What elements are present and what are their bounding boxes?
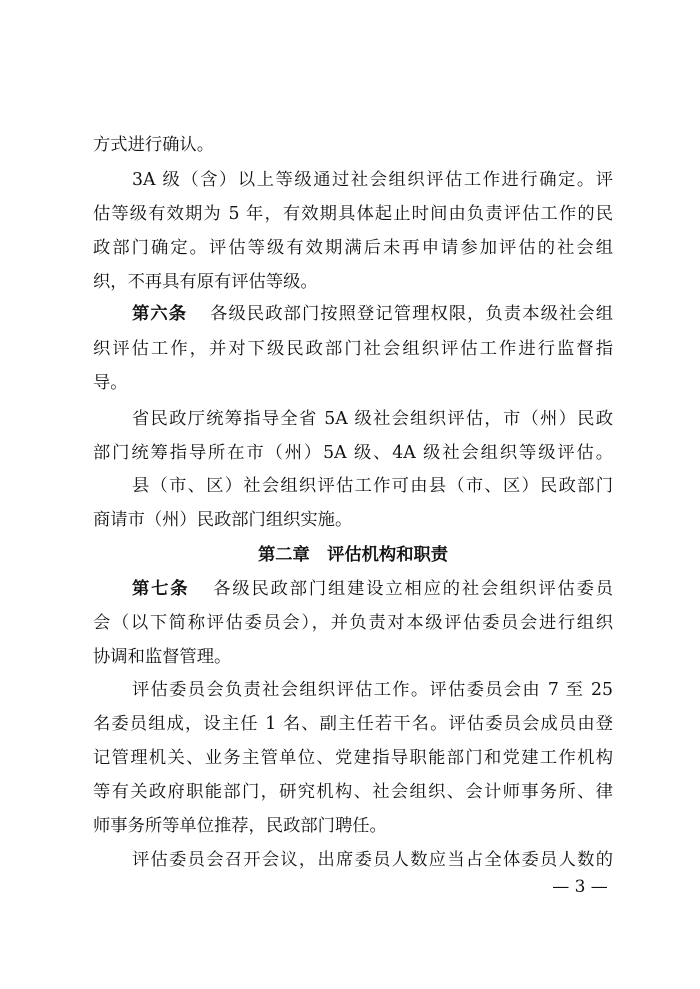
- article-six-label: 第六条: [132, 304, 188, 324]
- body-line: 评估委员会召开会议，出席委员人数应当占全体委员人数的: [132, 850, 613, 870]
- article-seven-label: 第七条: [132, 579, 190, 599]
- body-text: 各级民政部门按照登记管理权限，负责本级社会组: [209, 304, 613, 324]
- body-line: 记管理机关、业务主管单位、党建指导职能部门和党建工作机构: [93, 748, 613, 768]
- body-line: 评估委员会负责社会组织评估工作。评估委员会由 7 至 25: [132, 680, 613, 700]
- body-line: 3A 级（含）以上等级通过社会组织评估工作进行确定。评: [132, 170, 613, 190]
- body-line: 织评估工作，并对下级民政部门社会组织评估工作进行监督指: [93, 339, 613, 359]
- article-seven-line: [132, 572, 613, 606]
- article-six-line: [132, 297, 613, 331]
- body-line: 省民政厅统筹指导全省 5A 级社会组织评估，市（州）民政: [132, 409, 613, 429]
- body-line: 部门统筹指导所在市（州）5A 级、4A 级社会组织等级评估。: [93, 443, 613, 463]
- chapter-heading: 第二章 评估机构和职责: [257, 545, 449, 565]
- body-text: 各级民政部门组建设立相应的社会组织评估委员: [211, 579, 613, 599]
- body-line: 县（市、区）社会组织评估工作可由县（市、区）民政部门: [132, 476, 613, 496]
- body-line: 政部门确定。评估等级有效期满后未再申请参加评估的社会组: [93, 238, 613, 258]
- body-line: 会（以下简称评估委员会），并负责对本级评估委员会进行组织: [93, 613, 613, 633]
- body-line: 名委员组成，设主任 1 名、副主任若干名。评估委员会成员由登: [93, 714, 613, 734]
- body-line: 估等级有效期为 5 年，有效期具体起止时间由负责评估工作的民: [93, 204, 613, 224]
- body-line: 织，不再具有原有评估等级。: [93, 272, 318, 292]
- body-line: 师事务所等单位推荐，民政部门聘任。: [93, 816, 387, 836]
- body-line: 方式进行确认。: [93, 135, 214, 155]
- page-number: — 3 —: [552, 877, 608, 897]
- body-line: 商请市（州）民政部门组织实施。: [93, 510, 353, 530]
- body-line: 协调和监督管理。: [93, 647, 232, 667]
- body-line: 等有关政府职能部门，研究机构、社会组织、会计师事务所、律: [93, 782, 613, 802]
- body-line: 导。: [93, 373, 128, 393]
